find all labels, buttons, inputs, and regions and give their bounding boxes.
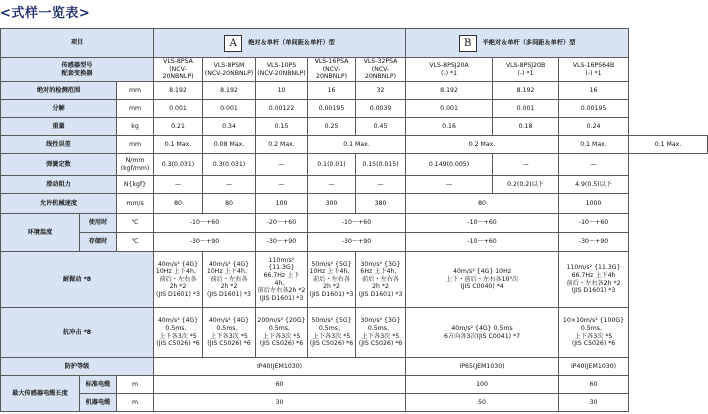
value-cell: -10～+60	[308, 214, 406, 233]
item-header: 项目	[1, 29, 154, 58]
row-label: 抗冲击 *8	[1, 308, 154, 358]
sliding-row	[1, 176, 708, 194]
value-cell: 0.1 Max.	[308, 136, 406, 154]
value-cell: 16	[308, 82, 356, 100]
value-cell: 0.15	[256, 118, 308, 136]
model-label: 传感器型号 配套变换器	[1, 58, 154, 82]
value-cell: -10～+60	[559, 214, 629, 233]
value-cell: 30	[154, 394, 406, 412]
value-cell: IP40(JEM1030)	[559, 358, 629, 376]
unit-cell: N/mm (kgf/mm)	[117, 154, 154, 176]
speed-row	[1, 194, 708, 214]
value-cell: 8.192	[493, 82, 559, 100]
row-label: 线性误差	[1, 136, 117, 154]
unit-cell: mm	[117, 100, 154, 118]
value-cell: 80	[154, 194, 203, 214]
group-b-label: 半绝对＆单杆（多间距＆单杆）型	[482, 39, 576, 47]
value-cell: 0.3(0.031)	[154, 154, 203, 176]
value-cell: 100	[256, 194, 308, 214]
protection-row	[1, 358, 708, 376]
row-label: 绝对的检测范围	[1, 82, 117, 100]
value-cell: -20～+60	[256, 214, 308, 233]
value-cell: 110m/s² {11.3G} 66.7Hz 上下4h 前后・左右各2h *2 (JIS D1601) *3	[559, 252, 629, 308]
value-cell: 0.21	[154, 118, 203, 136]
model-cell: VLS-16PSA (NCV-20NBNLP)	[308, 58, 356, 82]
value-cell: 50m/s² {5G} 0.5ms、 上下各3次 *5 (JIS C5026) *6	[308, 308, 356, 358]
value-cell: 4.9(0.5)以下	[559, 176, 629, 194]
value-cell: 60	[559, 376, 629, 394]
value-cell: 0.149(0.005)	[406, 154, 493, 176]
sub-label: 存储时	[80, 233, 117, 252]
spec-table	[0, 28, 708, 412]
range-row	[1, 82, 708, 100]
value-cell: 0.24	[559, 118, 629, 136]
resolution-row	[1, 100, 708, 118]
sub-label: 标准电缆	[80, 376, 117, 394]
temp-use-row	[1, 214, 708, 233]
model-cell: VLS-8PSJ20A (-) *1	[406, 58, 493, 82]
value-cell: 0.2 Max.	[256, 136, 308, 154]
value-cell: IP40(JEM1030)	[154, 358, 406, 376]
value-cell: 8.192	[154, 82, 203, 100]
row-label: 最大传感器电缆长度	[1, 376, 80, 412]
group-b-letter: B	[459, 35, 477, 52]
value-cell: 0.00122	[256, 100, 308, 118]
value-cell: —	[256, 176, 308, 194]
value-cell: -30～+90	[308, 233, 406, 252]
model-row	[1, 58, 708, 82]
value-cell: —	[493, 154, 559, 176]
value-cell: 1000	[559, 194, 629, 214]
value-cell: 0.001	[493, 100, 559, 118]
row-label: 弹簧定数	[1, 154, 117, 176]
row-label: 重量	[1, 118, 117, 136]
value-cell: 40m/s² {4G} 10Hz 上下・前后・左右各10³次 (JIS C0040) *4	[406, 252, 559, 308]
value-cell: 50m/s² {5G} 10Hz 上下4h、 前后・左右各 2h *2 (JIS D1601) *3	[308, 252, 356, 308]
value-cell: -10～+60	[154, 214, 256, 233]
row-label: 分解	[1, 100, 117, 118]
value-cell: 0.001	[154, 100, 203, 118]
value-cell: 32	[356, 82, 406, 100]
value-cell: 40m/s² {4G} 0.5ms、 上下各3次 *5 (JIS C5026) *6	[203, 308, 256, 358]
value-cell: —	[406, 176, 493, 194]
model-cell: VLS-8PSJ20B (-) *1	[493, 58, 559, 82]
value-cell: -10～+60	[406, 214, 559, 233]
weight-row	[1, 118, 708, 136]
value-cell: —	[154, 176, 203, 194]
value-cell: 0.00195	[559, 100, 629, 118]
value-cell: 0.45	[356, 118, 406, 136]
value-cell: 300	[308, 194, 356, 214]
model-cell: VLS-32PSA (NCV-20NBNLP)	[356, 58, 406, 82]
sub-label: 机器电缆	[80, 394, 117, 412]
value-cell: 0.08 Max.	[203, 136, 256, 154]
group-a-letter: A	[224, 35, 242, 52]
value-cell: 8.192	[406, 82, 493, 100]
temp-store-row	[1, 233, 708, 252]
value-cell: 16	[559, 82, 629, 100]
value-cell: IP65(JEM1030)	[406, 358, 559, 376]
value-cell: 0.2 Max.	[406, 136, 559, 154]
group-b-header	[406, 29, 629, 58]
value-cell: 0.1 Max.	[559, 136, 629, 154]
value-cell: -30～+90	[154, 233, 256, 252]
value-cell: 0.1 Max.	[154, 136, 203, 154]
row-label: 防护等级	[1, 358, 154, 376]
vibration-row	[1, 252, 708, 308]
value-cell: 30m/s² {3G} 0.5ms、 上下各3次 *5 (JIS C5026) *6	[356, 308, 406, 358]
value-cell: -10～+60	[406, 233, 559, 252]
unit-cell: ℃	[117, 233, 154, 252]
value-cell: 200m/s² {20G} 0.5ms、 上下各3次 *5 (JIS C5026) *6	[256, 308, 308, 358]
row-label: 耐振动 *8	[1, 252, 154, 308]
value-cell: 40m/s² {4G} 0.5ms、 上下各3次 *5 (JIS C5026) *6	[154, 308, 203, 358]
model-cell: VLS-8PSM (NCV-20NBNLP)	[203, 58, 256, 82]
header-group-row	[1, 29, 708, 58]
value-cell: 30	[559, 394, 629, 412]
value-cell: —	[256, 154, 308, 176]
row-label: 滑动阻力	[1, 176, 117, 194]
group-a-label: 绝对＆单杆（单间距＆单杆）型	[248, 39, 335, 47]
value-cell: 110m/s² {11.3G} 66.7Hz 上下4h、 前后左右各2h *2 (JIS D1601) *3	[256, 252, 308, 308]
unit-cell: m	[117, 394, 154, 412]
value-cell: 80	[406, 194, 559, 214]
page-title: <式样一览表>	[0, 6, 91, 21]
value-cell: 80	[203, 194, 256, 214]
spring-row	[1, 154, 708, 176]
value-cell: 60	[154, 376, 406, 394]
value-cell: -30～+90	[256, 233, 308, 252]
value-cell: —	[203, 176, 256, 194]
value-cell: 380	[356, 194, 406, 214]
unit-cell: mm	[117, 82, 154, 100]
row-label: 环境温度	[1, 214, 80, 252]
value-cell: 0.3(0.031)	[203, 154, 256, 176]
value-cell: 0.15(0.015)	[356, 154, 406, 176]
unit-cell: kg	[117, 118, 154, 136]
value-cell: —	[356, 176, 406, 194]
unit-cell: N{kgf}	[117, 176, 154, 194]
value-cell: 10×10m/s² {100G} 0.5ms、 上下各3次 *5 (JIS C5026) *6	[559, 308, 629, 358]
unit-cell: mm	[117, 136, 154, 154]
value-cell: 0.0039	[356, 100, 406, 118]
linearity-row	[1, 136, 708, 154]
value-cell: 10	[256, 82, 308, 100]
row-label: 允许机械速度	[1, 194, 117, 214]
value-cell: 40m/s² {4G} 10Hz 上下4h、 前后・左右各 2h *2 (JIS D1601) *3	[203, 252, 256, 308]
value-cell: 0.18	[493, 118, 559, 136]
unit-cell: mm/s	[117, 194, 154, 214]
value-cell: 0.1 Max.	[629, 136, 708, 154]
value-cell: 0.00195	[308, 100, 356, 118]
unit-cell: ℃	[117, 214, 154, 233]
sub-label: 使用时	[80, 214, 117, 233]
value-cell: 0.001	[406, 100, 493, 118]
value-cell: —	[559, 154, 629, 176]
value-cell: 0.1(0.01)	[308, 154, 356, 176]
cable-std-row	[1, 376, 708, 394]
shock-row	[1, 308, 708, 358]
value-cell: 0.2(0.2)以下	[493, 176, 559, 194]
value-cell: 0.25	[308, 118, 356, 136]
cable-robot-row	[1, 394, 708, 412]
value-cell: 50	[406, 394, 559, 412]
value-cell: 0.16	[406, 118, 493, 136]
value-cell: 0.34	[203, 118, 256, 136]
value-cell: 8.192	[203, 82, 256, 100]
model-cell: VLS-10PS (NCV-20NBNLP)	[256, 58, 308, 82]
value-cell: 40m/s² {4G} 10Hz 上下4h、 前后・左右各 2h *2 (JIS D1601) *3	[154, 252, 203, 308]
value-cell: —	[308, 176, 356, 194]
value-cell: -30～+90	[559, 233, 629, 252]
unit-cell: m	[117, 376, 154, 394]
value-cell: 0.001	[203, 100, 256, 118]
model-cell: VLS-16PS64B (-) *1	[559, 58, 629, 82]
model-cell: VLS-8PSA (NCV-20NBNLP)	[154, 58, 203, 82]
value-cell: 30m/s² {3G} 6Hz 上下4h、 前后・左右各 2h *2 (JIS D1601) *3	[356, 252, 406, 308]
value-cell: 40m/s² {4G} 0.5ms 6方向各3次(JIS C0041) *7	[406, 308, 559, 358]
value-cell: 100	[406, 376, 559, 394]
group-a-header	[154, 29, 406, 58]
